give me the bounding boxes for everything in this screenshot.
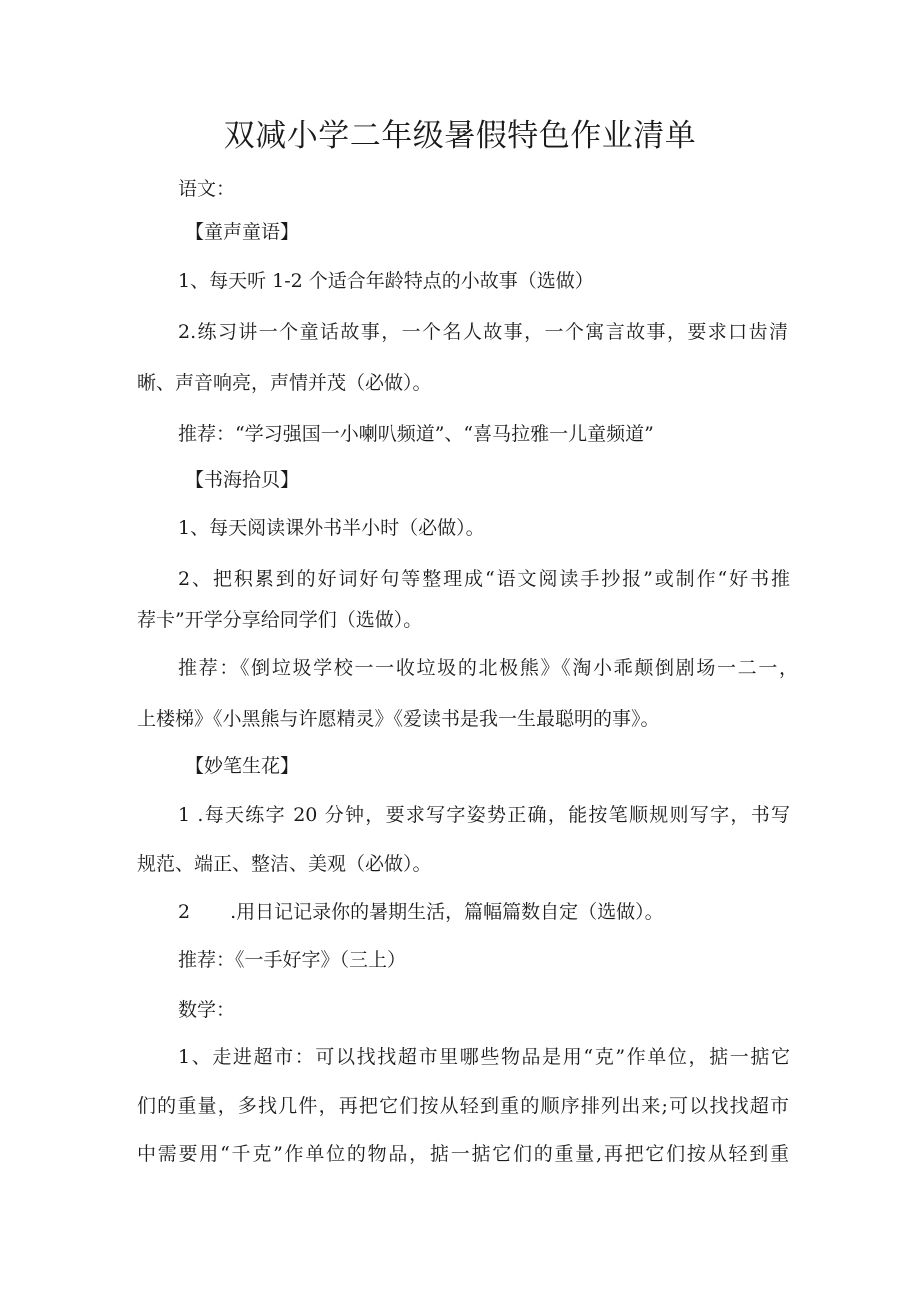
paragraph-line: 1、每天阅读课外书半小时（必做）。 — [178, 517, 485, 539]
paragraph-line: 1、走进超市：可以找找超市里哪些物品是用“克”作单位，掂一掂它 — [178, 1046, 790, 1068]
recommendation-line: 推荐：《一手好字》（三上） — [178, 949, 407, 971]
paragraph-line: 2、把积累到的好词好句等整理成“语文阅读手抄报”或制作“好书推 — [178, 568, 790, 590]
section-heading-chinese: 语文： — [178, 178, 236, 200]
section-heading-math: 数学： — [178, 999, 236, 1021]
subsection-heading: 【书海拾贝】 — [185, 469, 300, 491]
paragraph-line: 荐卡”开学分享给同学们（选做）。 — [137, 609, 423, 631]
list-number: 2 — [178, 901, 191, 923]
document-title: 双减小学二年级暑假特色作业清单 — [223, 118, 697, 154]
paragraph-line: 晰、声音响亮，声情并茂（必做）。 — [137, 372, 432, 394]
subsection-heading: 【童声童语】 — [185, 221, 300, 243]
paragraph-line — [178, 898, 664, 926]
paragraph-line: 1 .每天练字 20 分钟，要求写字姿势正确，能按笔顺规则写字，书写 — [178, 804, 790, 826]
subsection-heading: 【妙笔生花】 — [185, 755, 300, 777]
paragraph-line: 们的重量，多找几件，再把它们按从轻到重的顺序排列出来;可以找找超市 — [137, 1095, 789, 1117]
paragraph-line: 规范、端正、整洁、美观（必做）。 — [137, 853, 432, 875]
recommendation-line: 上楼梯》《小黑熊与许愿精灵》《爱读书是我一生最聪明的事》。 — [137, 708, 660, 730]
list-text: .用日记记录你的暑期生活，篇幅篇数自定（选做）。 — [230, 901, 664, 923]
paragraph-line: 中需要用“千克”作单位的物品，掂一掂它们的重量,再把它们按从轻到重 — [137, 1143, 789, 1165]
paragraph-line: 1、每天听 1-2 个适合年龄特点的小故事（选做） — [178, 270, 594, 292]
recommendation-line: 推荐：《倒垃圾学校一一收垃圾的北极熊》《淘小乖颠倒剧场一二一， — [178, 657, 798, 679]
recommendation-line: 推荐：“学习强国一小喇叭频道”、“喜马拉雅一儿童频道” — [178, 423, 654, 445]
paragraph-line: 2.练习讲一个童话故事，一个名人故事，一个寓言故事，要求口齿清 — [178, 321, 788, 343]
